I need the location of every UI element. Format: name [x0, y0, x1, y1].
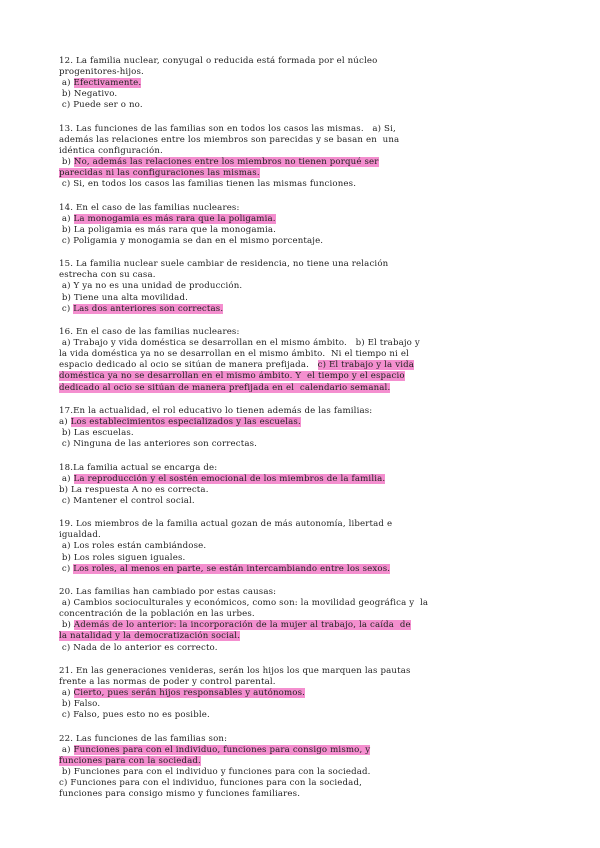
option-prefix: a)	[59, 688, 74, 699]
question-text-line: a) Cambios socioculturales y económicos, como son: la movilidad geográfica y la	[59, 598, 429, 609]
question-13	[59, 124, 545, 191]
option-prefix: b)	[59, 620, 74, 631]
option-prefix: a)	[59, 281, 74, 292]
question-text-line: 14. En el caso de las familias nucleares:	[59, 202, 240, 213]
question-17	[59, 406, 545, 450]
option-text: Puede ser o no.	[73, 100, 143, 111]
question-text-line: 22. Las funciones de las familias son:	[59, 733, 228, 744]
question-22	[59, 734, 545, 801]
option-prefix: c)	[59, 563, 74, 574]
option-prefix: a)	[59, 473, 74, 484]
question-text-line: concentración de la población en las urbes.	[59, 609, 255, 620]
option-text: Mantener el control social.	[73, 495, 195, 506]
question-list	[59, 56, 545, 813]
option-prefix: c)	[59, 235, 74, 246]
answer-option	[59, 553, 545, 564]
option-text: Negativo.	[73, 89, 118, 100]
option-text: dedicado al ocio se sitúan de manera prefijada en el calendario semanal.	[59, 382, 391, 393]
option-text: Y ya no es una unidad de producción.	[73, 281, 243, 292]
option-prefix: c)	[59, 710, 74, 721]
option-text: No, además las relaciones entre los miembros no tienen porqué ser	[73, 157, 379, 168]
option-text: Las escuelas.	[73, 428, 134, 439]
option-prefix: a)	[59, 744, 74, 755]
option-text: funciones para consigo mismo y funciones familiares.	[59, 789, 301, 800]
highlighted-answer	[59, 78, 545, 89]
highlighted-answer	[59, 564, 545, 575]
option-prefix: b)	[59, 699, 74, 710]
answer-option	[59, 789, 545, 800]
option-prefix: a)	[59, 417, 71, 428]
question-text-line: la vida doméstica ya no se desarrollan en el mismo ámbito. Ni el tiempo ni el	[59, 349, 409, 360]
option-text: c) El trabajo y la vida	[317, 360, 415, 371]
option-text: Falso.	[73, 699, 101, 710]
question-text-line: 19. Los miembros de la familia actual gozan de más autonomía, libertad e	[59, 519, 393, 530]
answer-option	[59, 439, 545, 450]
option-prefix: c)	[59, 642, 74, 653]
question-15	[59, 259, 545, 314]
answer-option	[59, 643, 545, 654]
option-prefix: b)	[59, 292, 74, 303]
option-prefix: b)	[59, 89, 74, 100]
option-text: Las dos anteriores son correctas.	[73, 303, 224, 314]
option-prefix: b)	[59, 766, 74, 777]
option-text: La reproducción y el sostén emocional de los miembros de la familia.	[73, 473, 386, 484]
answer-option	[59, 428, 545, 439]
highlighted-answer	[59, 474, 545, 485]
option-prefix: b)	[59, 484, 72, 495]
question-text-line: 12. La familia nuclear, conyugal o reducida está formada por el núcleo	[59, 56, 378, 66]
option-text: Falso, pues esto no es posible.	[73, 710, 210, 721]
highlighted-answer	[59, 417, 545, 428]
option-text: Los establecimientos especializados y las escuelas.	[70, 417, 301, 428]
answer-option	[59, 89, 545, 100]
question-text-line: 20. Las familias han cambiado por estas causas:	[59, 587, 277, 598]
option-prefix: c)	[59, 439, 74, 450]
question-text-line: 17.En la actualidad, el rol educativo lo tienen además de las familias:	[59, 405, 373, 416]
highlighted-answer	[59, 360, 545, 371]
answer-option	[59, 179, 545, 190]
highlighted-answer	[59, 157, 545, 168]
answer-option	[59, 236, 545, 247]
option-text: La poligamia es más rara que la monogamia.	[73, 224, 277, 235]
highlighted-answer	[59, 371, 545, 382]
answer-option	[59, 541, 545, 552]
answer-option	[59, 699, 545, 710]
highlighted-answer	[59, 745, 545, 756]
option-text: doméstica ya no se desarrollan en el mismo ámbito. Y el tiempo y el espacio	[59, 371, 405, 382]
question-text-line: idéntica configuración.	[59, 145, 163, 156]
option-prefix: c)	[59, 495, 74, 506]
option-text: Los roles, al menos en parte, se están intercambiando entre los sexos.	[73, 563, 391, 574]
highlighted-answer	[59, 688, 545, 699]
question-text-line: además las relaciones entre los miembros son parecidas y se basan en una	[59, 134, 400, 145]
question-text-line: 21. En las generaciones venideras, serán los hijos los que marquen las pautas	[59, 665, 411, 676]
option-prefix: a)	[59, 541, 74, 552]
question-12	[59, 56, 545, 111]
answer-option	[59, 293, 545, 304]
highlighted-answer	[59, 214, 545, 225]
question-text-line: frente a las normas de poder y control parental.	[59, 676, 276, 687]
question-text-line: igualdad.	[59, 530, 101, 541]
option-text: Si, en todos los casos las familias tienen las mismas funciones.	[73, 179, 357, 190]
option-prefix: b)	[59, 428, 74, 439]
highlighted-answer	[59, 383, 545, 394]
option-prefix: b)	[59, 552, 74, 563]
question-text-line: 16. En el caso de las familias nucleares:	[59, 327, 240, 338]
answer-option	[59, 710, 545, 721]
option-text: Ninguna de las anteriores son correctas.	[73, 439, 258, 450]
question-19	[59, 519, 545, 574]
option-text: parecidas ni las configuraciones las mismas.	[59, 168, 260, 179]
question-21	[59, 666, 545, 721]
option-text: Tiene una alta movilidad.	[73, 292, 188, 303]
option-text: Además de lo anterior: la incorporación de la mujer al trabajo, la caída de	[73, 620, 411, 631]
question-text-line: 15. La familia nuclear suele cambiar de residencia, no tiene una relación	[59, 259, 389, 270]
question-20	[59, 587, 545, 654]
answer-option	[59, 778, 545, 789]
highlighted-answer	[59, 620, 545, 631]
option-prefix: espacio dedicado al ocio se sitúan de manera prefijada.	[59, 360, 318, 371]
question-16	[59, 327, 545, 394]
option-prefix: b)	[59, 157, 74, 168]
question-text-line: progenitores-hijos.	[59, 67, 144, 78]
answer-option	[59, 281, 545, 292]
highlighted-answer	[59, 631, 545, 642]
option-text: Nada de lo anterior es correcto.	[73, 642, 218, 653]
question-text-line: a) Trabajo y vida doméstica se desarrollan en el mismo ámbito. b) El trabajo y	[59, 338, 420, 349]
option-text: La monogamia es más rara que la poligamia.	[73, 213, 276, 224]
option-prefix: b)	[59, 224, 74, 235]
option-prefix: a)	[59, 78, 74, 89]
option-text: Cierto, pues serán hijos responsables y autónomos.	[73, 688, 306, 699]
option-prefix: c)	[59, 179, 74, 190]
question-text-line: 13. Las funciones de las familias son en todos los casos las mismas. a) Si,	[59, 123, 396, 134]
answer-option	[59, 100, 545, 111]
option-text: Los roles siguen iguales.	[73, 552, 186, 563]
highlighted-answer	[59, 304, 545, 315]
answer-option	[59, 767, 545, 778]
question-14	[59, 203, 545, 247]
question-18	[59, 463, 545, 507]
option-prefix: c)	[59, 303, 74, 314]
option-text: La respuesta A no es correcta.	[71, 484, 209, 495]
option-text: la natalidad y la democratización social.	[59, 631, 241, 642]
answer-option	[59, 225, 545, 236]
option-text: Poligamia y monogamia se dan en el mismo porcentaje.	[73, 235, 324, 246]
option-text: funciones para con la sociedad.	[59, 755, 201, 766]
answer-option	[59, 496, 545, 507]
option-prefix: a)	[59, 213, 74, 224]
question-text-line: estrecha con su casa.	[59, 270, 156, 281]
question-text-line: 18.La familia actual se encarga de:	[59, 462, 218, 473]
option-text: Efectivamente.	[73, 78, 142, 89]
option-text: Funciones para con el individuo, funciones para consigo mismo, y	[73, 744, 371, 755]
option-prefix: c)	[59, 778, 71, 789]
option-text: Los roles están cambiándose.	[73, 541, 207, 552]
highlighted-answer	[59, 168, 545, 179]
option-prefix: c)	[59, 100, 74, 111]
option-text: Funciones para con el individuo, funciones para con la sociedad,	[70, 778, 362, 789]
highlighted-answer	[59, 756, 545, 767]
answer-option	[59, 485, 545, 496]
option-text: Funciones para con el individuo y funciones para con la sociedad.	[73, 766, 371, 777]
